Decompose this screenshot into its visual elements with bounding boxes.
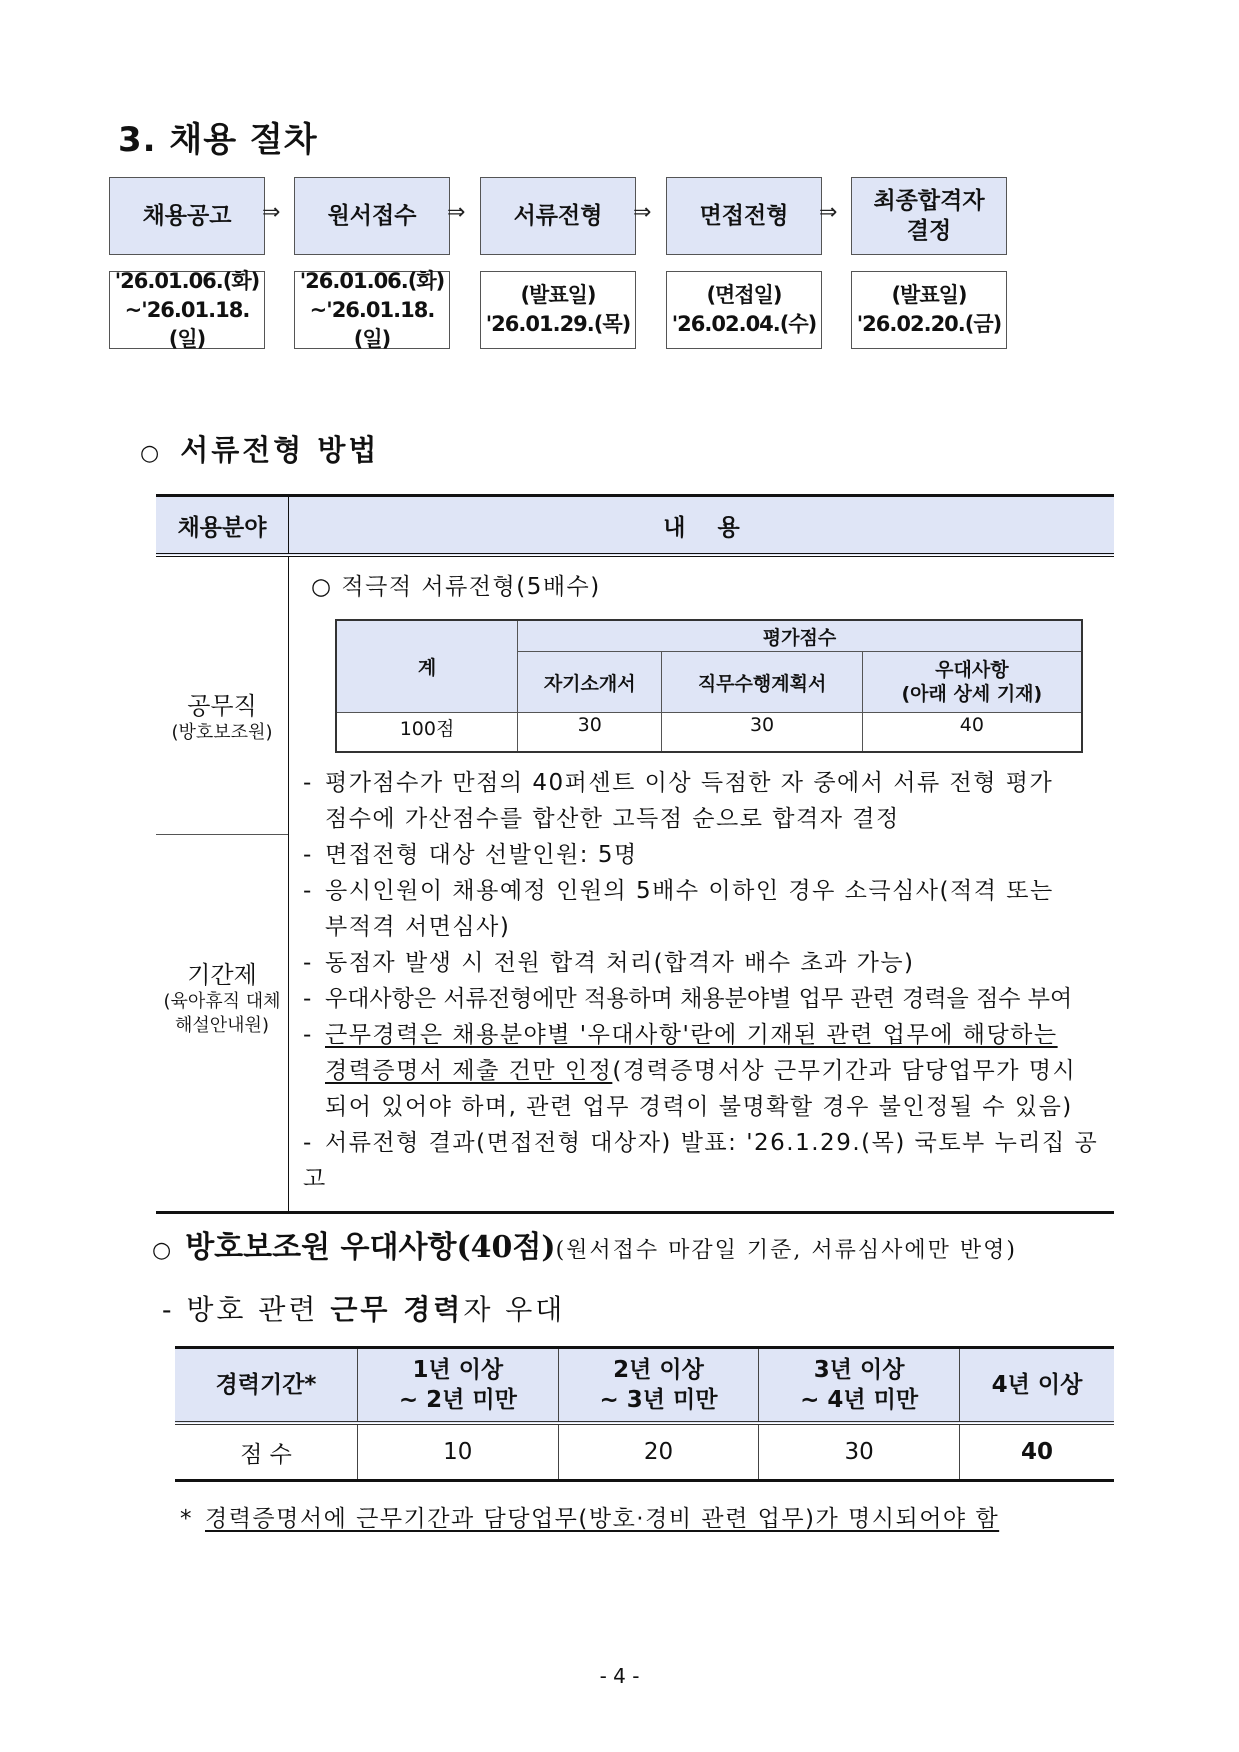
arrow-icon: ⇒ <box>633 200 652 225</box>
category-sub: (방호보조원) <box>171 722 273 743</box>
score-cell: 30 <box>662 713 862 753</box>
dash: - <box>303 986 312 1012</box>
process-step: 면접전형 <box>666 177 822 255</box>
note-item <box>303 1125 1114 1197</box>
process-date: (발표일) '26.02.20.(금) <box>851 271 1007 349</box>
process-date: (발표일) '26.01.29.(목) <box>480 271 636 349</box>
sub-prefix: - 방호 관련 <box>162 1293 331 1326</box>
column-header: 1년 이상 ~ 2년 미만 <box>358 1348 559 1424</box>
footnote <box>180 1500 999 1533</box>
note-cont: 부적격 서면심사) <box>325 914 511 940</box>
process-date: '26.01.06.(화) ~'26.01.18.(일) <box>294 271 450 349</box>
column-header: 자기소개서 <box>518 652 662 713</box>
process-step: 서류전형 <box>480 177 636 255</box>
process-date: (면접일) '26.02.04.(수) <box>666 271 822 349</box>
footnote-text: 경력증명서에 근무기간과 담당업무(방호·경비 관련 업무)가 명시되어야 함 <box>205 1506 1000 1532</box>
column-header: 우대사항 (아래 상세 기재) <box>862 652 1082 713</box>
process-date: '26.01.06.(화) ~'26.01.18.(일) <box>109 271 265 349</box>
score-cell: 20 <box>558 1423 759 1481</box>
note-cont: 되어 있어야 하며, 관련 업무 경력이 불명확할 경우 불인정될 수 있음) <box>325 1094 1073 1120</box>
note-item <box>303 945 1114 981</box>
section-title: 3. 채용 절차 <box>118 120 318 160</box>
score-cell: 30 <box>759 1423 960 1481</box>
column-header: 4년 이상 <box>959 1348 1114 1424</box>
note-text: 응시인원이 채용예정 인원의 5배수 이하인 경우 소극심사(적격 또는 <box>325 878 1054 904</box>
header-label: 경력기간* <box>175 1348 358 1424</box>
score-cell: 40 <box>959 1423 1114 1481</box>
method-line: ○ 적극적 서류전형(5배수) <box>311 574 601 600</box>
category-cell <box>156 555 289 1213</box>
preference-subtitle <box>162 1288 565 1328</box>
note-item <box>303 765 1114 801</box>
header-category: 채용분야 <box>156 496 289 556</box>
bullet-circle-icon: ○ <box>152 1238 172 1263</box>
score-cell: 40 <box>862 713 1082 753</box>
category-name: 기간제 <box>187 960 257 989</box>
arrow-icon: ⇒ <box>447 200 466 225</box>
header-content: 내 용 <box>289 496 1115 556</box>
note-cont <box>303 1053 1114 1089</box>
dash: - <box>303 878 313 904</box>
screening-title <box>140 428 379 469</box>
bullet-circle-icon: ○ <box>140 441 163 466</box>
note-item <box>303 873 1114 909</box>
note-item <box>303 981 1114 1017</box>
dash: - <box>303 1130 313 1156</box>
score-cell: 10 <box>358 1423 559 1481</box>
category-name: 공무직 <box>187 692 257 720</box>
note-text: 면접전형 대상 선발인원: 5명 <box>325 842 638 868</box>
column-header: 3년 이상 ~ 4년 미만 <box>759 1348 960 1424</box>
process-step: 원서접수 <box>294 177 450 255</box>
process-step: 최종합격자 결정 <box>851 177 1007 255</box>
arrow-icon: ⇒ <box>262 200 281 225</box>
preference-title-text: 방호보조원 우대사항(40점) <box>185 1230 556 1265</box>
note-underlined: 근무경력은 채용분야별 '우대사항'란에 기재된 관련 업무에 해당하는 <box>325 1022 1058 1048</box>
note-text: 평가점수가 만점의 40퍼센트 이상 득점한 자 중에서 서류 전형 평가 <box>325 770 1054 796</box>
footnote-star: * <box>180 1506 193 1532</box>
dash: - <box>303 770 313 796</box>
dash: - <box>303 842 313 868</box>
notes-list <box>303 765 1114 1197</box>
arrow-icon: ⇒ <box>819 200 838 225</box>
screening-table <box>156 494 1114 1214</box>
note-cont: 점수에 가산점수를 합산한 고득점 순으로 합격자 결정 <box>325 806 900 832</box>
column-header: 2년 이상 ~ 3년 미만 <box>558 1348 759 1424</box>
page-number: - 4 - <box>599 1664 640 1688</box>
column-header: 직무수행계획서 <box>662 652 862 713</box>
experience-score-table <box>175 1346 1114 1482</box>
dash: - <box>303 950 313 976</box>
score-breakdown-table <box>335 619 1083 753</box>
note-text: 서류전형 결과(면접전형 대상자) 발표: '26.1.29.(목) 국토부 누리집 공고 <box>303 1130 1099 1192</box>
content-cell <box>289 555 1115 1213</box>
note-item <box>303 837 1114 873</box>
score-cell: 30 <box>518 713 662 753</box>
category-sub: (육아휴직 대체 해설안내원) <box>163 990 281 1036</box>
score-cell: 100점 <box>336 713 518 753</box>
row-label: 점 수 <box>175 1423 358 1481</box>
total-header: 계 <box>336 620 518 713</box>
sub-bold: 근무 경력 <box>330 1293 464 1326</box>
preference-title <box>152 1222 1017 1266</box>
group-header: 평가점수 <box>518 620 1083 652</box>
note-text: (경력증명서상 근무기간과 담당업무가 명시 <box>612 1058 1077 1084</box>
preference-note: (원서접수 마감일 기준, 서류심사에만 반영) <box>555 1238 1018 1263</box>
note-text: 동점자 발생 시 전원 합격 처리(합격자 배수 초과 가능) <box>325 950 915 976</box>
dash: - <box>303 1022 313 1048</box>
note-item <box>303 1017 1114 1053</box>
sub-suffix: 자 우대 <box>463 1293 566 1326</box>
process-step: 채용공고 <box>109 177 265 255</box>
note-underlined: 경력증명서 제출 건만 인정 <box>325 1058 613 1084</box>
note-text: 우대사항은 서류전형에만 적용하며 채용분야별 업무 관련 경력을 점수 부여 <box>325 986 1073 1012</box>
screening-title-text: 서류전형 방법 <box>180 433 380 467</box>
